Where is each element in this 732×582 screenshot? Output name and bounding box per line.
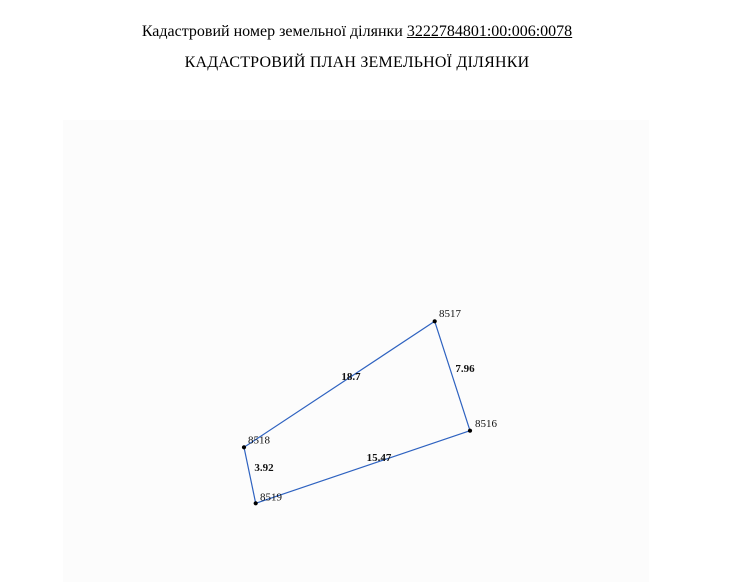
- plan-area: [63, 120, 649, 582]
- parcel-vertex-dot: [433, 319, 437, 323]
- parcel-edge-length-label: 3.92: [254, 462, 274, 474]
- plan-title: КАДАСТРОВИЙ ПЛАН ЗЕМЕЛЬНОЇ ДІЛЯНКИ: [184, 54, 530, 71]
- cadastral-number-line: [0, 23, 714, 41]
- parcel-vertex-label: 8518: [248, 434, 270, 447]
- parcel-edge-length-label: 18.7: [341, 371, 361, 383]
- parcel-vertex-dot: [468, 429, 472, 433]
- parcel-vertex-label: 8517: [439, 308, 461, 320]
- parcel-edge-length-label: 15.47: [366, 452, 392, 464]
- parcel-vertex-label: 8516: [475, 418, 497, 430]
- parcel-edge: [244, 321, 435, 447]
- parcel-vertex-dot: [254, 501, 258, 505]
- parcel-vertex-label: 8519: [260, 491, 282, 504]
- cadastral-number-value: 3222784801:00:006:0078: [406, 23, 573, 40]
- parcel-plan-svg: [63, 120, 649, 582]
- parcel-edge: [256, 431, 470, 504]
- parcel-edge: [435, 321, 470, 430]
- cadastral-number-label: Кадастровий номер земельної ділянки: [141, 23, 403, 40]
- parcel-edge: [244, 447, 256, 503]
- parcel-vertex-dot: [242, 445, 246, 449]
- parcel-edge-length-label: 7.96: [455, 363, 475, 375]
